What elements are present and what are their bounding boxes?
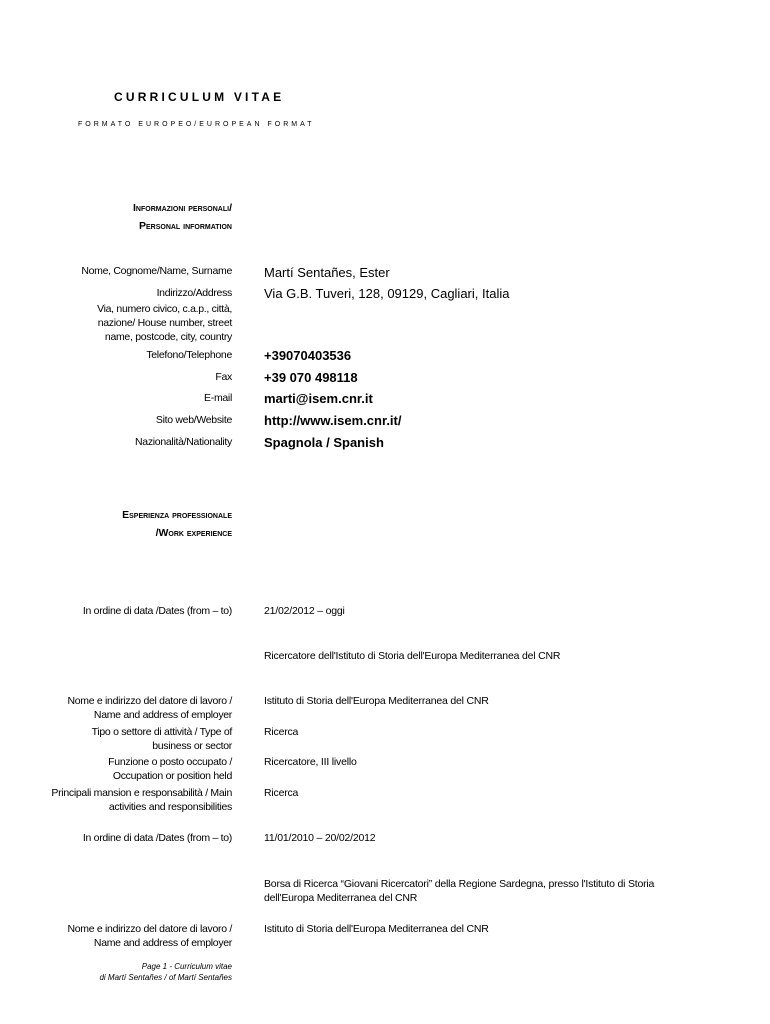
value-employer: Istituto di Storia dell'Europa Mediterranea del CNR bbox=[264, 923, 489, 935]
section-heading-line: Personal information bbox=[138, 220, 232, 232]
value-address: Via G.B. Tuveri, 128, 09129, Cagliari, Italia bbox=[264, 286, 510, 301]
footer-author: di Martí Sentañes / of Martí Sentañes bbox=[99, 973, 232, 982]
label-name: Nome, Cognome/Name, Surname bbox=[81, 265, 232, 277]
footer-page-label: Page 1 - Curriculum vitae bbox=[141, 962, 232, 971]
value-name: Martí Sentañes, Ester bbox=[264, 265, 390, 280]
cv-subtitle: FORMATO EUROPEO/EUROPEAN FORMAT bbox=[78, 121, 315, 128]
sublabel-address: Via, numero civico, c.a.p., città, nazione/ House number, street name, postcode, city, country bbox=[97, 303, 232, 343]
label-website: Sito web/Website bbox=[155, 414, 232, 426]
page-footer bbox=[99, 961, 232, 983]
label-email: E-mail bbox=[204, 392, 232, 404]
label-nationality: Nazionalità/Nationality bbox=[135, 436, 232, 448]
label-dates: In ordine di data /Dates (from – to) bbox=[82, 605, 232, 617]
value-dates: 11/01/2010 – 20/02/2012 bbox=[264, 832, 376, 844]
value-website[interactable]: http://www.isem.cnr.it/ bbox=[264, 413, 402, 428]
label-telephone: Telefono/Telephone bbox=[146, 349, 232, 361]
value-description: Ricercatore dell'Istituto di Storia dell'Europa Mediterranea del CNR bbox=[264, 650, 561, 662]
label-sector: Tipo o settore di attività / Type of business or sector bbox=[91, 726, 232, 752]
section-heading-line: Informazioni personali/ bbox=[133, 202, 232, 214]
section-heading-personal bbox=[133, 199, 232, 235]
section-heading-experience bbox=[122, 506, 232, 542]
label-activities: Principali mansion e responsabilità / Main activities and responsibilities bbox=[51, 787, 232, 813]
section-heading-line: /Work experience bbox=[155, 527, 232, 539]
value-nationality: Spagnola / Spanish bbox=[264, 435, 384, 450]
label-position: Funzione o posto occupato / Occupation or position held bbox=[108, 756, 232, 782]
section-heading-line: Esperienza professionale bbox=[122, 509, 232, 521]
cv-title: CURRICULUM VITAE bbox=[114, 90, 285, 104]
value-description: Borsa di Ricerca “Giovani Ricercatori” della Regione Sardegna, presso l'Istituto di Storia dell'Europa Mediterranea del CNR bbox=[264, 878, 655, 904]
value-sector: Ricerca bbox=[264, 726, 299, 738]
value-fax: +39 070 498118 bbox=[264, 370, 358, 385]
label-address: Indirizzo/Address bbox=[156, 287, 232, 299]
label-employer: Nome e indirizzo del datore di lavoro / Name and address of employer bbox=[67, 923, 232, 949]
value-telephone: +39070403536 bbox=[264, 348, 352, 363]
value-position: Ricercatore, III livello bbox=[264, 756, 357, 768]
label-fax: Fax bbox=[215, 371, 232, 383]
label-dates: In ordine di data /Dates (from – to) bbox=[82, 832, 232, 844]
value-email[interactable]: marti@isem.cnr.it bbox=[264, 391, 373, 406]
label-employer: Nome e indirizzo del datore di lavoro / Name and address of employer bbox=[67, 695, 232, 721]
value-employer: Istituto di Storia dell'Europa Mediterranea del CNR bbox=[264, 695, 489, 707]
value-dates: 21/02/2012 – oggi bbox=[264, 605, 345, 617]
value-activities: Ricerca bbox=[264, 787, 299, 799]
